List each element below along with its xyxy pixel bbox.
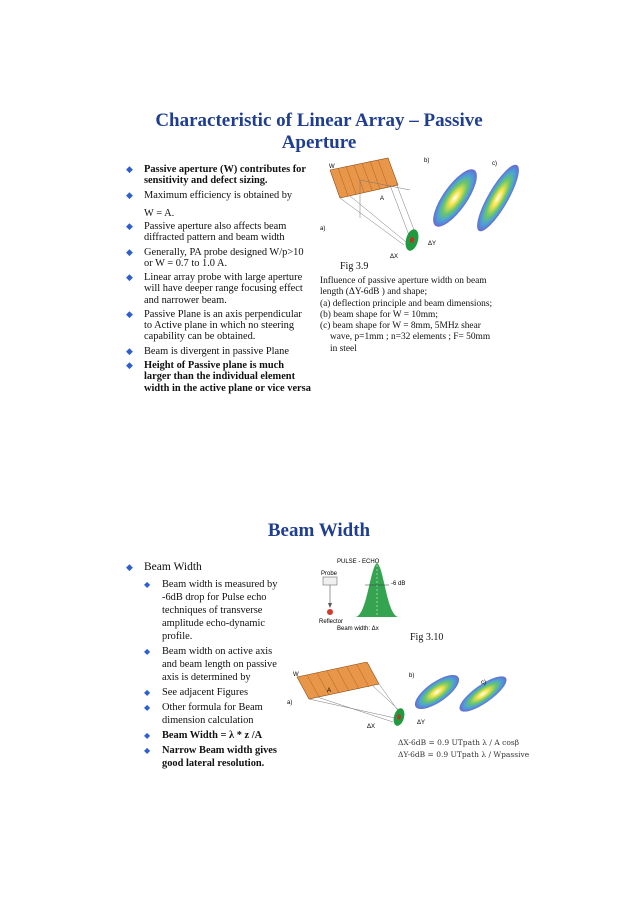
reflector-dot (327, 609, 333, 615)
label-w-2: W (293, 672, 299, 678)
bullet-beam-width (126, 562, 286, 573)
bullet-large-aperture: ◆ Linear array probe with large aperture will have deeper range focusing effect and narrower beam. (126, 272, 312, 306)
fig-3-9-illustration (320, 150, 520, 265)
label-a-2: a) (287, 700, 293, 706)
fig-3-9-number: Fig 3.9 (340, 261, 369, 272)
label-dy-2: ΔY (417, 720, 426, 726)
caption-line-1: Influence of passive aperture width on beam (320, 276, 487, 286)
bullet-passive-aperture: ◆ Passive aperture (W) contributes for sensitivity and defect sizing. (126, 164, 312, 186)
fig-3-10-number: Fig 3.10 (410, 632, 444, 643)
label-dx-2: ΔX (367, 724, 376, 730)
sub-bullet-active-axis: ◆ Beam width on active axis and beam length on passive axis is determined by (142, 645, 280, 684)
slide2-bullet-list (126, 562, 286, 579)
beam-width-label: Beam width: Δx (337, 626, 379, 632)
label-w: W (329, 164, 335, 170)
caption-line-2: length (ΔY-6dB ) and shape; (320, 287, 428, 298)
caption-line-3: (a) deflection principle and beam dimensions; (320, 298, 493, 309)
bullet-max-efficiency (126, 190, 312, 219)
fig-3-10-illustration (287, 662, 512, 742)
label-a-letter: A (380, 196, 385, 202)
label-b: b) (424, 158, 430, 164)
label-dx: ΔX (390, 254, 399, 260)
label-c-2: c) (481, 680, 486, 686)
caption-line-4: (b) beam shape for W = 10mm; (320, 309, 438, 320)
sub-bullet-see-figures: ◆ See adjacent Figures (142, 686, 280, 699)
label-a-letter-2: A (327, 688, 332, 694)
beam-shape-c-2 (455, 671, 511, 718)
bullet-beam-width-text: Beam Width (144, 561, 202, 573)
sub-bullet-beam-width-formula: ◆ Beam Width = λ * z /A (142, 729, 280, 742)
label-dy: ΔY (428, 241, 437, 247)
bullet-beam-pattern: ◆ Passive aperture also affects beam diffracted pattern and beam width (126, 221, 312, 243)
reflector-label: Reflector (319, 619, 344, 625)
label-c: c) (492, 161, 497, 167)
fig-3-9-caption (320, 276, 520, 355)
beam-formula-1: ΔX-6dB = 0.9 UTpath λ / A cosβ (398, 738, 520, 747)
beam-shape-b-2 (410, 669, 464, 715)
slide1-title: Characteristic of Linear Array – Passive Aperture (155, 110, 483, 153)
caption-line-5: (c) beam shape for W = 8mm, 5MHz shear (320, 321, 481, 332)
slide2-title: Beam Width (267, 520, 371, 541)
label-a: a) (320, 226, 326, 232)
bullet-passive-plane: ◆ Passive Plane is an axis perpendicular to Active plane in which no steering capability can be obtained. (126, 309, 312, 343)
beam-formula-2: ΔY-6dB = 0.9 UTpath λ / Wpassive (398, 750, 530, 759)
pulse-echo-title: PULSE - ECHO (337, 559, 380, 565)
pulse-echo-illustration (315, 555, 420, 635)
caption-line-6: wave, p=1mm ; n=32 elements ; F= 50mm (330, 332, 491, 343)
probe-label: Probe (321, 571, 338, 577)
sub-bullet-other-formula: ◆ Other formula for Beam dimension calculation (142, 701, 280, 727)
beam-shape-c (470, 160, 520, 236)
bullet-pa-probe-design: ◆ Generally, PA probe designed W/p>10 or W = 0.7 to 1.0 A. (126, 247, 312, 269)
probe-array-plate-2 (297, 662, 379, 699)
probe-block (323, 577, 337, 585)
bullet-height-passive-plane: ◆ Height of Passive plane is much larger than the individual element width in the active plane or vice versa (126, 360, 312, 394)
formula-w-equals-a: W = A. (144, 207, 175, 219)
caption-line-7: in steel (330, 343, 357, 354)
bullet-max-efficiency-text: Maximum efficiency is obtained by (144, 189, 293, 201)
slide2-sub-bullet-list (142, 578, 280, 772)
beam-shape-b (426, 163, 485, 232)
label-b-2: b) (409, 673, 415, 679)
bullet-divergent: ◆ Beam is divergent in passive Plane (126, 346, 312, 357)
sub-bullet-narrow-beam: ◆ Narrow Beam width gives good lateral resolution. (142, 744, 280, 770)
slide1-bullet-list (126, 164, 312, 397)
sub-bullet-measured: ◆ Beam width is measured by -6dB drop for Pulse echo techniques of transverse amplitude echo-dynamic profile. (142, 578, 280, 643)
db-label: -6 dB (391, 581, 406, 587)
